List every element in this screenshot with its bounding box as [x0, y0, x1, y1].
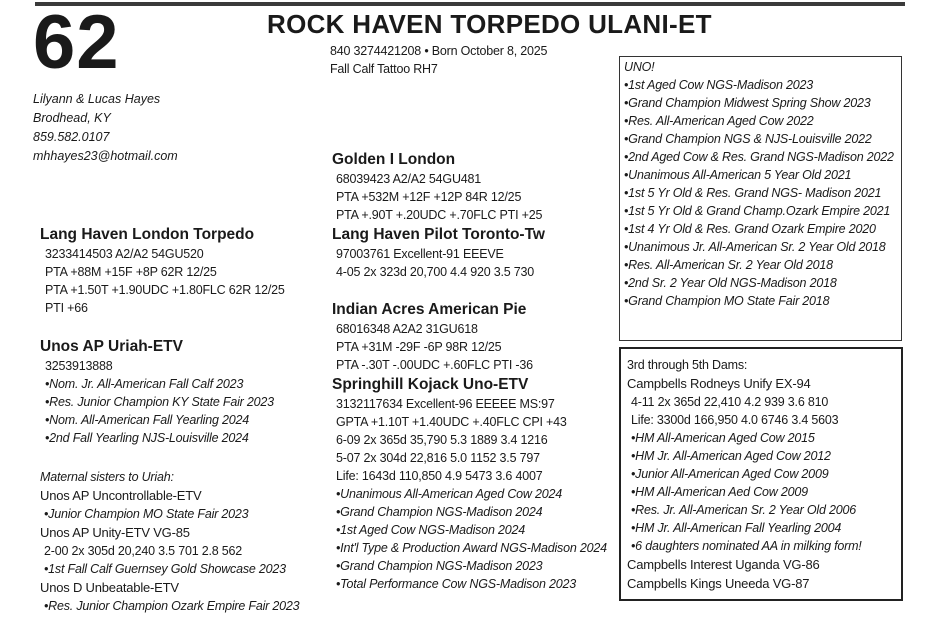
dam3-record: 4-11 2x 365d 22,410 4.2 939 3.6 810 [631, 395, 829, 409]
consignor-phone: 859.582.0107 [33, 130, 110, 144]
sire-dam-block [332, 225, 545, 281]
sisters-heading: Maternal sisters to Uriah: [40, 470, 174, 484]
dam-sire-block [332, 300, 533, 374]
sire-sire-line: PTA +.90T +.20UDC +.70FLC PTI +25 [336, 208, 543, 222]
dam3-award: •HM Jr. All-American Fall Yearling 2004 [631, 521, 842, 535]
dam-reg: 3253913888 [45, 359, 113, 373]
dam-dam-name: Springhill Kojack Uno-ETV [332, 376, 529, 393]
sister-award: •Junior Champion MO State Fair 2023 [44, 507, 249, 521]
sire-line: PTA +1.50T +1.90UDC +1.80FLC 62R 12/25 [45, 283, 285, 297]
dams-list [627, 356, 862, 593]
dam-dam-line: Life: 1643d 110,850 4.9 5473 3.6 4007 [336, 469, 543, 483]
uno-award: •Unanimous Jr. All-American Sr. 2 Year Old 2018 [624, 240, 886, 254]
sire-sire-name: Golden I London [332, 151, 456, 168]
dam3-award: •Junior All-American Aged Cow 2009 [631, 467, 829, 481]
sire-line: 3233414503 A2/A2 54GU520 [45, 247, 204, 261]
dam-block [40, 337, 274, 447]
consignor-email: mhhayes23@hotmail.com [33, 149, 178, 163]
dam3-award: •Res. Jr. All-American Sr. 2 Year Old 2006 [631, 503, 857, 517]
dam3-award: •HM All-American Aged Cow 2015 [631, 431, 815, 445]
uno-heading: UNO! [624, 60, 655, 74]
dam-award: •Nom. Jr. All-American Fall Calf 2023 [45, 377, 244, 391]
uno-award: •Res. All-American Aged Cow 2022 [624, 114, 814, 128]
dam-dam-award: •Total Performance Cow NGS-Madison 2023 [336, 577, 576, 591]
dam3-award: •HM All-American Aed Cow 2009 [631, 485, 808, 499]
uno-award: •Unanimous All-American 5 Year Old 2021 [624, 168, 852, 182]
uno-award: •1st 5 Yr Old & Res. Grand NGS- Madison 2021 [624, 186, 882, 200]
sire-sire-block [332, 150, 542, 224]
sire-block [40, 225, 285, 317]
lot-number: 62 [33, 0, 120, 85]
consignor-name: Lilyann & Lucas Hayes [33, 92, 161, 106]
consignor-info [33, 90, 178, 166]
dam-sire-line: 68016348 A2A2 31GU618 [336, 322, 478, 336]
uno-award: •2nd Aged Cow & Res. Grand NGS-Madison 2022 [624, 150, 894, 164]
dam5-name: Campbells Kings Uneeda VG-87 [627, 576, 810, 591]
uno-award: •2nd Sr. 2 Year Old NGS-Madison 2018 [624, 276, 837, 290]
uno-award: •Grand Champion MO State Fair 2018 [624, 294, 830, 308]
uno-awards-list [624, 58, 894, 310]
dam-sire-line: PTA -.30T -.00UDC +.60FLC PTI -36 [336, 358, 533, 372]
dam-sire-line: PTA +31M -29F -6P 98R 12/25 [336, 340, 502, 354]
sire-line: PTI +66 [45, 301, 88, 315]
sister-award: •Res. Junior Champion Ozark Empire Fair 2023 [44, 599, 300, 613]
registration-line: 840 3274421208 • Born October 8, 2025 [330, 44, 548, 58]
dam-dam-award: •Grand Champion NGS-Madison 2023 [336, 559, 543, 573]
sister-record: 2-00 2x 305d 20,240 3.5 701 2.8 562 [44, 544, 243, 558]
sire-sire-line: 68039423 A2/A2 54GU481 [336, 172, 482, 186]
dam-award: •2nd Fall Yearling NJS-Louisville 2024 [45, 431, 249, 445]
sire-line: PTA +88M +15F +8P 62R 12/25 [45, 265, 217, 279]
dam-dam-award: •Grand Champion NGS-Madison 2024 [336, 505, 543, 519]
sister-name: Unos AP Uncontrollable-ETV [40, 488, 202, 503]
consignor-city: Brodhead, KY [33, 111, 111, 125]
dam4-name: Campbells Interest Uganda VG-86 [627, 557, 820, 572]
dam-dam-line: 6-09 2x 365d 35,790 5.3 1889 3.4 1216 [336, 433, 548, 447]
sire-sire-line: PTA +532M +12F +12P 84R 12/25 [336, 190, 522, 204]
dams-heading: 3rd through 5th Dams: [627, 358, 748, 372]
sire-dam-line: 97003761 Excellent-91 EEEVE [336, 247, 504, 261]
top-rule [35, 2, 905, 6]
dam-sire-name: Indian Acres American Pie [332, 301, 527, 318]
uno-award: •1st 5 Yr Old & Grand Champ.Ozark Empire 2021 [624, 204, 891, 218]
dam-dam-award: •Unanimous All-American Aged Cow 2024 [336, 487, 563, 501]
uno-award: •1st Aged Cow NGS-Madison 2023 [624, 78, 813, 92]
dam-name: Unos AP Uriah-ETV [40, 338, 183, 355]
dam3-name: Campbells Rodneys Unify EX-94 [627, 376, 811, 391]
uno-award: •Res. All-American Sr. 2 Year Old 2018 [624, 258, 833, 272]
uno-award: •1st 4 Yr Old & Res. Grand Ozark Empire 2020 [624, 222, 876, 236]
sister-name: Unos D Unbeatable-ETV [40, 580, 179, 595]
dam3-life: Life: 3300d 166,950 4.0 6746 3.4 5603 [631, 413, 839, 427]
class-tattoo-line: Fall Calf Tattoo RH7 [330, 62, 438, 76]
sire-name: Lang Haven London Torpedo [40, 226, 255, 243]
dam-dam-block [332, 375, 607, 593]
sire-dam-name: Lang Haven Pilot Toronto-Tw [332, 226, 545, 243]
sister-award: •1st Fall Calf Guernsey Gold Showcase 2023 [44, 562, 286, 576]
dam-dam-line: 3132117634 Excellent-96 EEEEE MS:97 [336, 397, 555, 411]
uno-award: •Grand Champion Midwest Spring Show 2023 [624, 96, 871, 110]
dam3-award: •HM Jr. All-American Aged Cow 2012 [631, 449, 831, 463]
dam-dam-award: •Int'l Type & Production Award NGS-Madison 2024 [336, 541, 607, 555]
dam-dam-award: •1st Aged Cow NGS-Madison 2024 [336, 523, 525, 537]
dam-dam-line: GPTA +1.10T +1.40UDC +.40FLC CPI +43 [336, 415, 567, 429]
dam-dam-line: 5-07 2x 304d 22,816 5.0 1152 3.5 797 [336, 451, 540, 465]
uno-award: •Grand Champion NGS & NJS-Louisville 2022 [624, 132, 872, 146]
sister-name: Unos AP Unity-ETV VG-85 [40, 525, 190, 540]
sire-dam-line: 4-05 2x 323d 20,700 4.4 920 3.5 730 [336, 265, 535, 279]
animal-name: ROCK HAVEN TORPEDO ULANI-ET [267, 9, 712, 39]
dam-award: •Res. Junior Champion KY State Fair 2023 [45, 395, 274, 409]
dam3-award: •6 daughters nominated AA in milking form! [631, 539, 862, 553]
maternal-sisters-block [40, 468, 299, 615]
dam-award: •Nom. All-American Fall Yearling 2024 [45, 413, 250, 427]
